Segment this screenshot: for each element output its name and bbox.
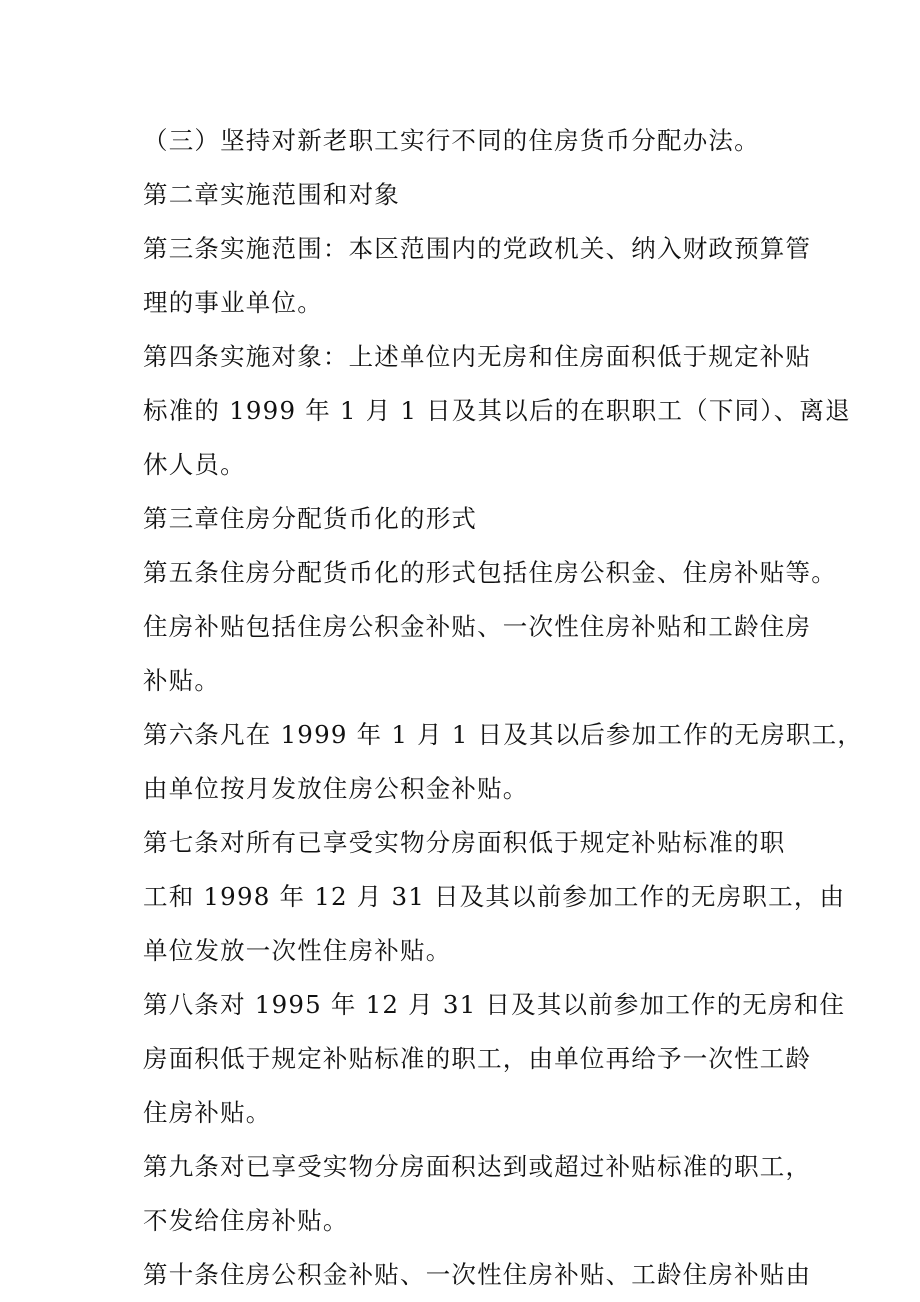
text-line-7: 休人员。 (143, 450, 246, 479)
text-line-22: 第十条住房公积金补贴、一次性住房补贴、工龄住房补贴由 (143, 1260, 812, 1289)
text-line-4: 理的事业单位。 (143, 288, 323, 317)
text-line-1: （三）坚持对新老职工实行不同的住房货币分配办法。 (143, 126, 760, 155)
text-line-5: 第四条实施对象：上述单位内无房和住房面积低于规定补贴 (143, 342, 812, 371)
text-line-13: 由单位按月发放住房公积金补贴。 (143, 774, 529, 803)
text-line-14: 第七条对所有已享受实物分房面积低于规定补贴标准的职 (143, 828, 786, 857)
text-line-20: 第九条对已享受实物分房面积达到或超过补贴标准的职工， (143, 1152, 812, 1181)
text-line-10: 住房补贴包括住房公积金补贴、一次性住房补贴和工龄住房 (143, 612, 812, 641)
document-body (143, 114, 864, 1302)
text-line-17: 第八条对 1995 年 12 月 31 日及其以前参加工作的无房和住 (143, 990, 846, 1019)
text-line-11: 补贴。 (143, 666, 221, 695)
text-line-18: 房面积低于规定补贴标准的职工，由单位再给予一次性工龄 (143, 1044, 812, 1073)
text-line-12: 第六条凡在 1999 年 1 月 1 日及其以后参加工作的无房职工， (143, 720, 864, 749)
text-line-9: 第五条住房分配货币化的形式包括住房公积金、住房补贴等。 (143, 558, 837, 587)
text-line-21: 不发给住房补贴。 (143, 1206, 349, 1235)
text-line-3: 第三条实施范围：本区范围内的党政机关、纳入财政预算管 (143, 234, 812, 263)
text-line-2: 第二章实施范围和对象 (143, 180, 400, 209)
text-line-8: 第三章住房分配货币化的形式 (143, 504, 478, 533)
text-line-6: 标准的 1999 年 1 月 1 日及其以后的在职职工（下同）、离退 (143, 396, 851, 425)
text-line-16: 单位发放一次性住房补贴。 (143, 936, 452, 965)
text-line-15: 工和 1998 年 12 月 31 日及其以前参加工作的无房职工，由 (143, 882, 846, 911)
text-line-19: 住房补贴。 (143, 1098, 272, 1127)
